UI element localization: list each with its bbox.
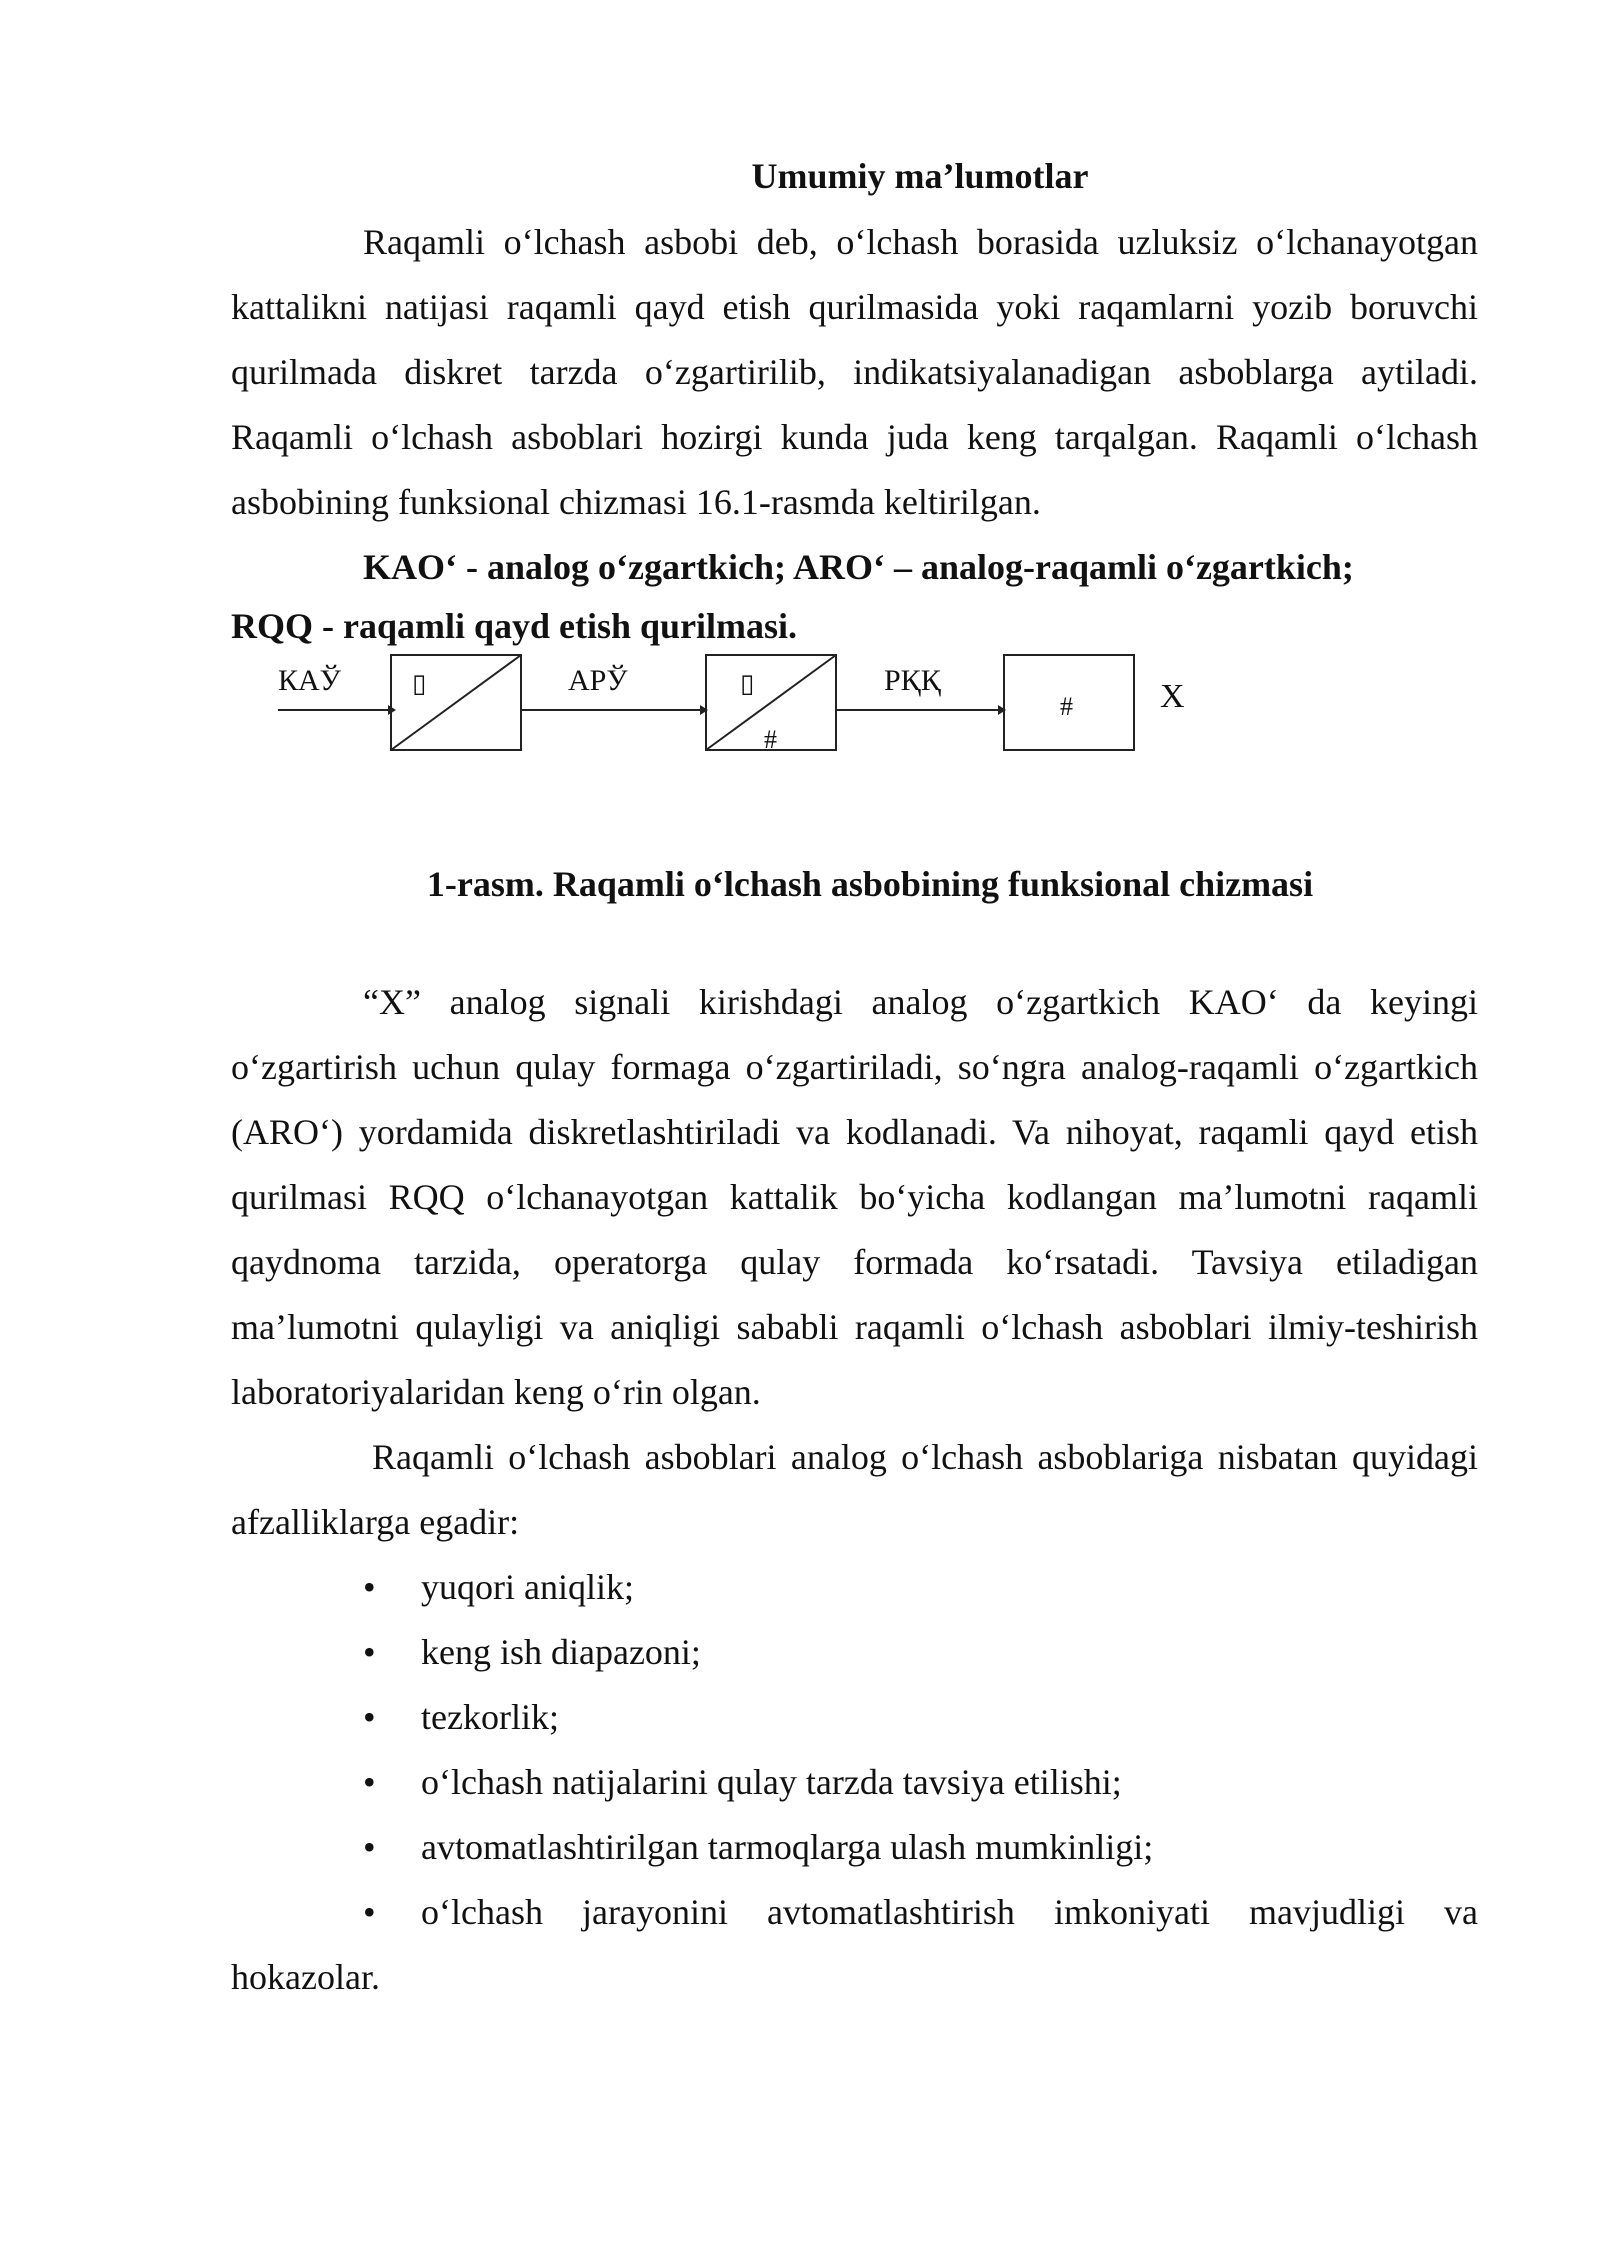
- bullet-icon: •: [363, 1827, 376, 1867]
- bullet-icon: •: [363, 1632, 376, 1672]
- list-item: [231, 1555, 1478, 1620]
- advantages-list: [231, 1555, 1478, 1945]
- description-section: [231, 970, 1478, 2010]
- list-item-text: o‘lchash jarayonini avtomatlashtirish imkoniyati mavjudligi va: [421, 1892, 1478, 1932]
- intro-paragraph: Raqamli o‘lchash asbobi deb, o‘lchash borasida uzluksiz o‘lchanayotgan kattalikni natijasi raqamli qayd etish qurilmasida yoki raqamlarni yozib boruvchi qurilmada diskret tarzda o‘zgartirilib, indikatsiyalanadigan asboblarga aytiladi. Raqamli o‘lchash asboblari hozirgi kunda juda keng tarqalgan. Raqamli o‘lchash asbobining funksional chizmasi 16.1-rasmda keltirilgan.: [231, 222, 1478, 522]
- bullet-icon: •: [363, 1892, 376, 1932]
- diagram-result-label: X: [1160, 678, 1185, 715]
- list-item-text: keng ish diapazoni;: [421, 1632, 701, 1672]
- diagram-input-arrow: [278, 705, 396, 715]
- block1-symbol: ▯: [412, 669, 427, 699]
- list-item-text: avtomatlashtirilgan tarmoqlarga ulash mumkinligi;: [421, 1827, 1154, 1867]
- diagram-input-label: КАЎ: [278, 664, 341, 697]
- list-item-text: o‘lchash natijalarini qulay tarzda tavsiya etilishi;: [421, 1762, 1122, 1802]
- bullet-icon: •: [363, 1762, 376, 1802]
- list-item: [231, 1815, 1478, 1880]
- figure-caption: [0, 860, 1600, 908]
- functional-diagram: [0, 640, 1600, 780]
- bullet-icon: •: [363, 1567, 376, 1607]
- description-paragraph: “X” analog signali kirishdagi analog o‘zgartkich KAO‘ da keyingi o‘zgartirish uchun qulay formaga o‘zgartiriladi, so‘ngra analog-raqamli o‘zgartkich (ARO‘) yordamida diskretlashtiriladi va kodlanadi. Va nihoyat, raqamli qayd etish qurilmasi RQQ o‘lchanayotgan kattalik bo‘yicha kodlangan ma’lumotni raqamli qaydnoma tarzida, operatorga qulay formada ko‘rsatadi. Tavsiya etiladigan ma’lumotni qulayligi va aniqligi sababli raqamli o‘lchash asboblari ilmiy-teshirish laboratoriyalaridan keng o‘rin olgan.: [231, 982, 1478, 1412]
- list-item-text: tezkorlik;: [421, 1697, 559, 1737]
- list-item: [231, 1685, 1478, 1750]
- diagram-output-label: РҚҚ: [884, 664, 941, 697]
- block2-sub-symbol: #: [764, 725, 777, 754]
- bullet-icon: •: [363, 1697, 376, 1737]
- advantages-intro: Raqamli o‘lchash asboblari analog o‘lchash asboblariga nisbatan quyidagi afzalliklarga egadir:: [231, 1437, 1478, 1542]
- page-title: [0, 152, 1600, 200]
- figure-caption-text: 1-rasm. Raqamli o‘lchash asbobining funksional chizmasi: [426, 864, 1314, 904]
- list-item: [231, 1750, 1478, 1815]
- intro-section: [231, 210, 1478, 659]
- block2-symbol: ▯: [740, 669, 755, 699]
- analog-converter-block: [391, 655, 521, 750]
- list-item: [231, 1880, 1478, 1945]
- diagram-middle-label: АРЎ: [568, 664, 628, 697]
- legend-line-1: KAO‘ - analog o‘zgartkich; ARO‘ – analog-raqamli o‘zgartkich;: [363, 547, 1354, 587]
- list-item: [231, 1620, 1478, 1685]
- closing-text: hokazolar.: [231, 1957, 380, 1997]
- diagram-output-arrow: [836, 705, 1006, 715]
- diagram-middle-arrow: [521, 705, 708, 715]
- legend-line-2: RQQ - raqamli qayd etish qurilmasi.: [231, 606, 798, 646]
- block3-symbol: #: [1060, 692, 1073, 721]
- page-title-text: Umumiy ma’lumotlar: [751, 156, 1089, 196]
- list-item-text: yuqori aniqlik;: [421, 1567, 634, 1607]
